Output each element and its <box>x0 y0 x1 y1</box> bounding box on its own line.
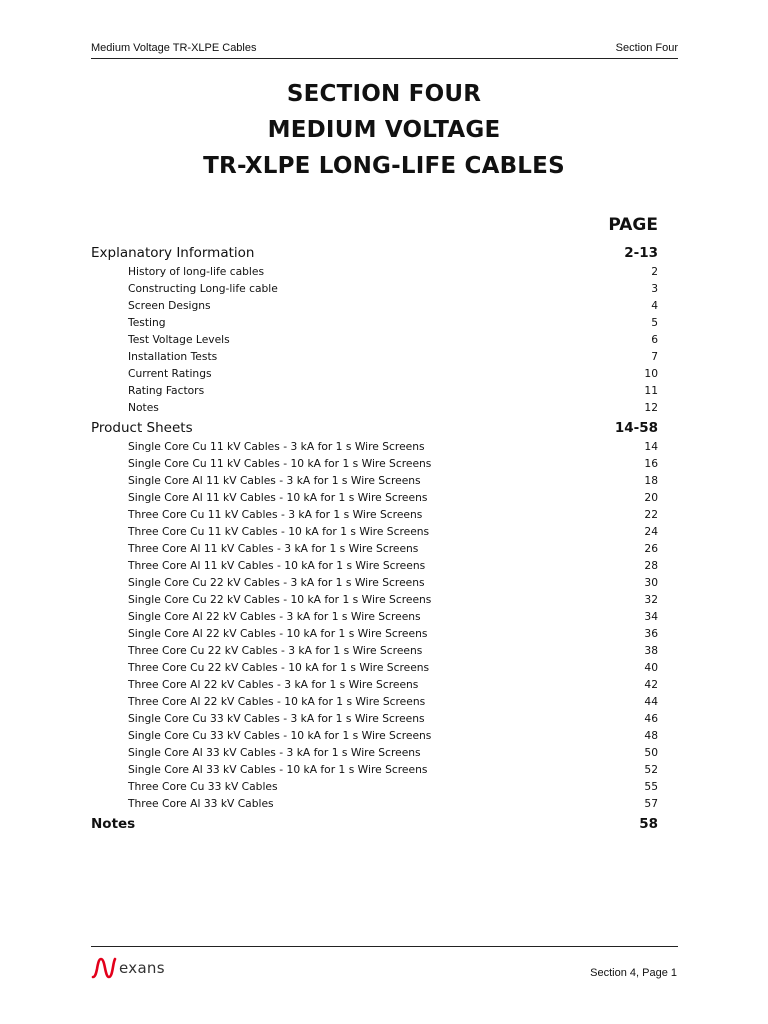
toc-item-page: 48 <box>644 729 658 742</box>
toc-item-page: 5 <box>651 316 658 329</box>
toc-item-page: 30 <box>644 576 658 589</box>
toc-item-label: Single Core Al 33 kV Cables - 10 kA for 1 s Wire Screens <box>128 763 428 776</box>
toc-item <box>91 710 658 727</box>
toc-item <box>91 399 658 416</box>
nexans-n-logo-icon <box>91 955 117 981</box>
toc-item-label: Three Core Al 11 kV Cables - 10 kA for 1 s Wire Screens <box>128 559 426 572</box>
toc-item <box>91 348 658 365</box>
toc-item-page: 22 <box>644 508 658 521</box>
toc-item-label: Three Core Cu 22 kV Cables - 10 kA for 1 s Wire Screens <box>128 661 430 674</box>
toc-item-label: Three Core Al 11 kV Cables - 3 kA for 1 s Wire Screens <box>128 542 419 555</box>
toc-item <box>91 331 658 348</box>
toc-item <box>91 727 658 744</box>
table-of-contents <box>91 243 658 834</box>
title-line-2: MEDIUM VOLTAGE <box>267 117 501 143</box>
toc-item-list <box>91 263 658 416</box>
toc-item-label: Rating Factors <box>128 384 205 397</box>
toc-item <box>91 642 658 659</box>
toc-item <box>91 591 658 608</box>
toc-item <box>91 659 658 676</box>
toc-item-page: 55 <box>644 780 658 793</box>
toc-item-label: Testing <box>128 316 166 329</box>
toc-section-pages: 14-58 <box>614 420 658 436</box>
toc-item <box>91 608 658 625</box>
footer-page-number: Section 4, Page 1 <box>590 967 677 979</box>
toc-section-title: Explanatory Information <box>91 245 255 261</box>
toc-item <box>91 540 658 557</box>
page-column-heading: PAGE <box>608 215 658 235</box>
toc-item-label: Three Core Cu 11 kV Cables - 3 kA for 1 s Wire Screens <box>128 508 423 521</box>
toc-item <box>91 557 658 574</box>
toc-item-page: 11 <box>644 384 658 397</box>
toc-item-page: 26 <box>644 542 658 555</box>
nexans-logo <box>91 954 181 982</box>
toc-item-label: Single Core Al 33 kV Cables - 3 kA for 1 s Wire Screens <box>128 746 421 759</box>
toc-item-page: 28 <box>644 559 658 572</box>
toc-item-page: 50 <box>644 746 658 759</box>
toc-item-page: 3 <box>651 282 658 295</box>
toc-item <box>91 438 658 455</box>
title-line-1: SECTION FOUR <box>286 81 482 107</box>
toc-item-page: 4 <box>651 299 658 312</box>
toc-item-list <box>91 438 658 812</box>
toc-item-label: Single Core Al 22 kV Cables - 3 kA for 1 s Wire Screens <box>128 610 421 623</box>
toc-item-page: 52 <box>644 763 658 776</box>
section-title <box>0 76 768 184</box>
toc-item-label: Three Core Cu 33 kV Cables <box>128 780 278 793</box>
toc-item-label: Single Core Al 11 kV Cables - 3 kA for 1 s Wire Screens <box>128 474 421 487</box>
toc-item-page: 34 <box>644 610 658 623</box>
toc-item-label: Single Core Cu 33 kV Cables - 10 kA for 1 s Wire Screens <box>128 729 432 742</box>
toc-item <box>91 365 658 382</box>
header-doc-title: Medium Voltage TR-XLPE Cables <box>91 42 257 54</box>
toc-item-page: 2 <box>651 265 658 278</box>
toc-item-label: Single Core Cu 11 kV Cables - 3 kA for 1 s Wire Screens <box>128 440 425 453</box>
toc-item <box>91 314 658 331</box>
toc-item-page: 38 <box>644 644 658 657</box>
toc-item-label: Single Core Al 11 kV Cables - 10 kA for 1 s Wire Screens <box>128 491 428 504</box>
toc-section-pages: 2-13 <box>624 245 658 261</box>
toc-section-heading <box>91 418 658 438</box>
toc-item <box>91 297 658 314</box>
toc-item <box>91 472 658 489</box>
toc-item <box>91 778 658 795</box>
toc-item <box>91 506 658 523</box>
toc-item <box>91 676 658 693</box>
toc-item-page: 7 <box>651 350 658 363</box>
toc-item <box>91 280 658 297</box>
toc-section-title: Notes <box>91 816 136 832</box>
toc-item-label: Single Core Al 22 kV Cables - 10 kA for 1 s Wire Screens <box>128 627 428 640</box>
toc-item-page: 40 <box>644 661 658 674</box>
toc-item-label: Single Core Cu 11 kV Cables - 10 kA for 1 s Wire Screens <box>128 457 432 470</box>
page-header <box>91 42 678 59</box>
toc-item-page: 57 <box>644 797 658 810</box>
toc-item-page: 16 <box>644 457 658 470</box>
logo-text: exans <box>119 959 165 977</box>
toc-item-label: Single Core Cu 33 kV Cables - 3 kA for 1 s Wire Screens <box>128 712 425 725</box>
toc-item-page: 24 <box>644 525 658 538</box>
toc-item-label: Constructing Long-life cable <box>128 282 278 295</box>
toc-item-page: 36 <box>644 627 658 640</box>
toc-item <box>91 693 658 710</box>
toc-section-heading <box>91 814 658 834</box>
toc-item <box>91 489 658 506</box>
toc-item-page: 6 <box>651 333 658 346</box>
toc-item <box>91 263 658 280</box>
toc-item-label: Three Core Al 22 kV Cables - 3 kA for 1 s Wire Screens <box>128 678 419 691</box>
toc-section-heading <box>91 243 658 263</box>
toc-section-pages: 58 <box>639 816 658 832</box>
toc-item <box>91 744 658 761</box>
toc-item-label: Current Ratings <box>128 367 212 380</box>
toc-item <box>91 574 658 591</box>
toc-item-label: Three Core Cu 11 kV Cables - 10 kA for 1 s Wire Screens <box>128 525 430 538</box>
toc-section-title: Product Sheets <box>91 420 193 436</box>
toc-item-label: Three Core Cu 22 kV Cables - 3 kA for 1 s Wire Screens <box>128 644 423 657</box>
toc-item-label: Test Voltage Levels <box>128 333 230 346</box>
toc-item-label: Installation Tests <box>128 350 218 363</box>
toc-item-label: Three Core Al 33 kV Cables <box>128 797 274 810</box>
toc-item-page: 42 <box>644 678 658 691</box>
toc-item-page: 14 <box>644 440 658 453</box>
toc-item-page: 20 <box>644 491 658 504</box>
title-line-3: TR-XLPE LONG-LIFE CABLES <box>203 153 565 179</box>
toc-item-page: 44 <box>644 695 658 708</box>
toc-item-page: 18 <box>644 474 658 487</box>
toc-item <box>91 795 658 812</box>
toc-item <box>91 382 658 399</box>
toc-item-label: Three Core Al 22 kV Cables - 10 kA for 1 s Wire Screens <box>128 695 426 708</box>
toc-item-page: 12 <box>644 401 658 414</box>
toc-item <box>91 761 658 778</box>
toc-item <box>91 523 658 540</box>
toc-item-label: Single Core Cu 22 kV Cables - 3 kA for 1 s Wire Screens <box>128 576 425 589</box>
toc-item-label: Notes <box>128 401 159 414</box>
toc-item-label: History of long-life cables <box>128 265 265 278</box>
toc-item-page: 46 <box>644 712 658 725</box>
toc-item-page: 10 <box>644 367 658 380</box>
toc-item-label: Screen Designs <box>128 299 211 312</box>
header-section-label: Section Four <box>615 42 678 54</box>
footer-divider <box>91 946 678 947</box>
toc-item-page: 32 <box>644 593 658 606</box>
toc-item <box>91 625 658 642</box>
toc-item-label: Single Core Cu 22 kV Cables - 10 kA for 1 s Wire Screens <box>128 593 432 606</box>
toc-item <box>91 455 658 472</box>
